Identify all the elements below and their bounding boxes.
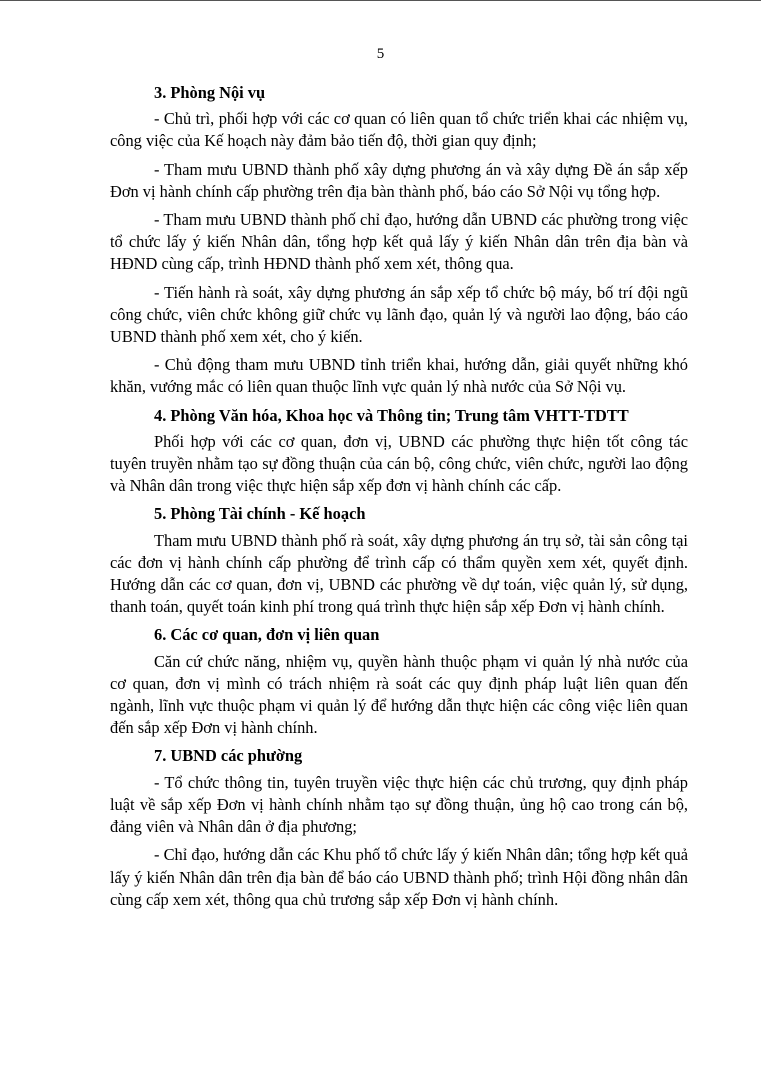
- paragraph: - Tiến hành rà soát, xây dựng phương án sắp xếp tổ chức bộ máy, bố trí đội ngũ công chức, viên chức không giữ chức vụ lãnh đạo, quản lý và người lao động, báo cáo UBND thành phố xem xét, cho ý kiến.: [110, 282, 688, 347]
- section-heading: 3. Phòng Nội vụ: [154, 83, 266, 102]
- section-heading: 5. Phòng Tài chính - Kế hoạch: [154, 504, 366, 524]
- section-heading: 4. Phòng Văn hóa, Khoa học và Thông tin; Trung tâm VHTT-TDTT: [154, 405, 629, 425]
- paragraph: Phối hợp với các cơ quan, đơn vị, UBND các phường thực hiện tốt công tác tuyên truyền nhằm tạo sự đồng thuận của cán bộ, công chức, viên chức, người lao động và Nhân dân trong việc thực hiện sắp xếp đơn vị hành chính các cấp.: [110, 431, 688, 496]
- section-heading: 6. Các cơ quan, đơn vị liên quan: [154, 625, 380, 645]
- paragraph: - Chủ động tham mưu UBND tỉnh triển khai, hướng dẫn, giải quyết những khó khăn, vướng mắc có liên quan thuộc lĩnh vực quản lý nhà nước của Sở Nội vụ.: [110, 355, 688, 397]
- paragraph: - Chỉ đạo, hướng dẫn các Khu phố tổ chức lấy ý kiến Nhân dân; tổng hợp kết quả lấy ý kiến Nhân dân trên địa bàn để báo cáo UBND thành phố; trình Hội đồng nhân dân cùng cấp xem xét, thông qua chủ trương sắp xếp Đơn vị hành chính.: [110, 845, 688, 909]
- paragraph: Tham mưu UBND thành phố rà soát, xây dựng phương án trụ sở, tài sản công tại các đơn vị hành chính cấp phường để trình cấp có thẩm quyền xem xét, quyết định. Hướng dẫn các cơ quan, đơn vị, UBND các phường về dự toán, việc quản lý, sử dụng, thanh toán, quyết toán kinh phí trong quá trình thực hiện sắp xếp Đơn vị hành chính.: [110, 530, 688, 617]
- paragraph: - Tham mưu UBND thành phố chỉ đạo, hướng dẫn UBND các phường trong việc tổ chức lấy ý kiến Nhân dân, tổng hợp kết quả lấy ý kiến Nhân dân trên địa bàn và HĐND cùng cấp, trình HĐND thành phố xem xét, thông qua.: [110, 210, 688, 274]
- paragraph: Căn cứ chức năng, nhiệm vụ, quyền hành thuộc phạm vi quản lý nhà nước của cơ quan, đơn vị mình có trách nhiệm rà soát các quy định pháp luật liên quan đến ngành, lĩnh vực thuộc phạm vi quản lý để hướng dẫn thực hiện các công việc liên quan đến sắp xếp Đơn vị hành chính.: [110, 651, 688, 738]
- paragraph: - Tổ chức thông tin, tuyên truyền việc thực hiện các chủ trương, quy định pháp luật về sắp xếp Đơn vị hành chính nhằm tạo sự đồng thuận, ủng hộ cao trong cán bộ, đảng viên và Nhân dân ở địa phương;: [110, 772, 688, 837]
- top-border-line: [0, 0, 761, 1]
- section-heading: 7. UBND các phường: [154, 746, 303, 766]
- page-number: 5: [376, 46, 385, 62]
- paragraph: - Tham mưu UBND thành phố xây dựng phương án và xây dựng Đề án sắp xếp Đơn vị hành chính cấp phường trên địa bàn thành phố, báo cáo Sở Nội vụ tổng hợp.: [110, 159, 688, 201]
- paragraph: - Chủ trì, phối hợp với các cơ quan có liên quan tổ chức triển khai các nhiệm vụ, công việc của Kế hoạch này đảm bảo tiến độ, thời gian quy định;: [110, 109, 688, 151]
- document-body: [110, 82, 688, 917]
